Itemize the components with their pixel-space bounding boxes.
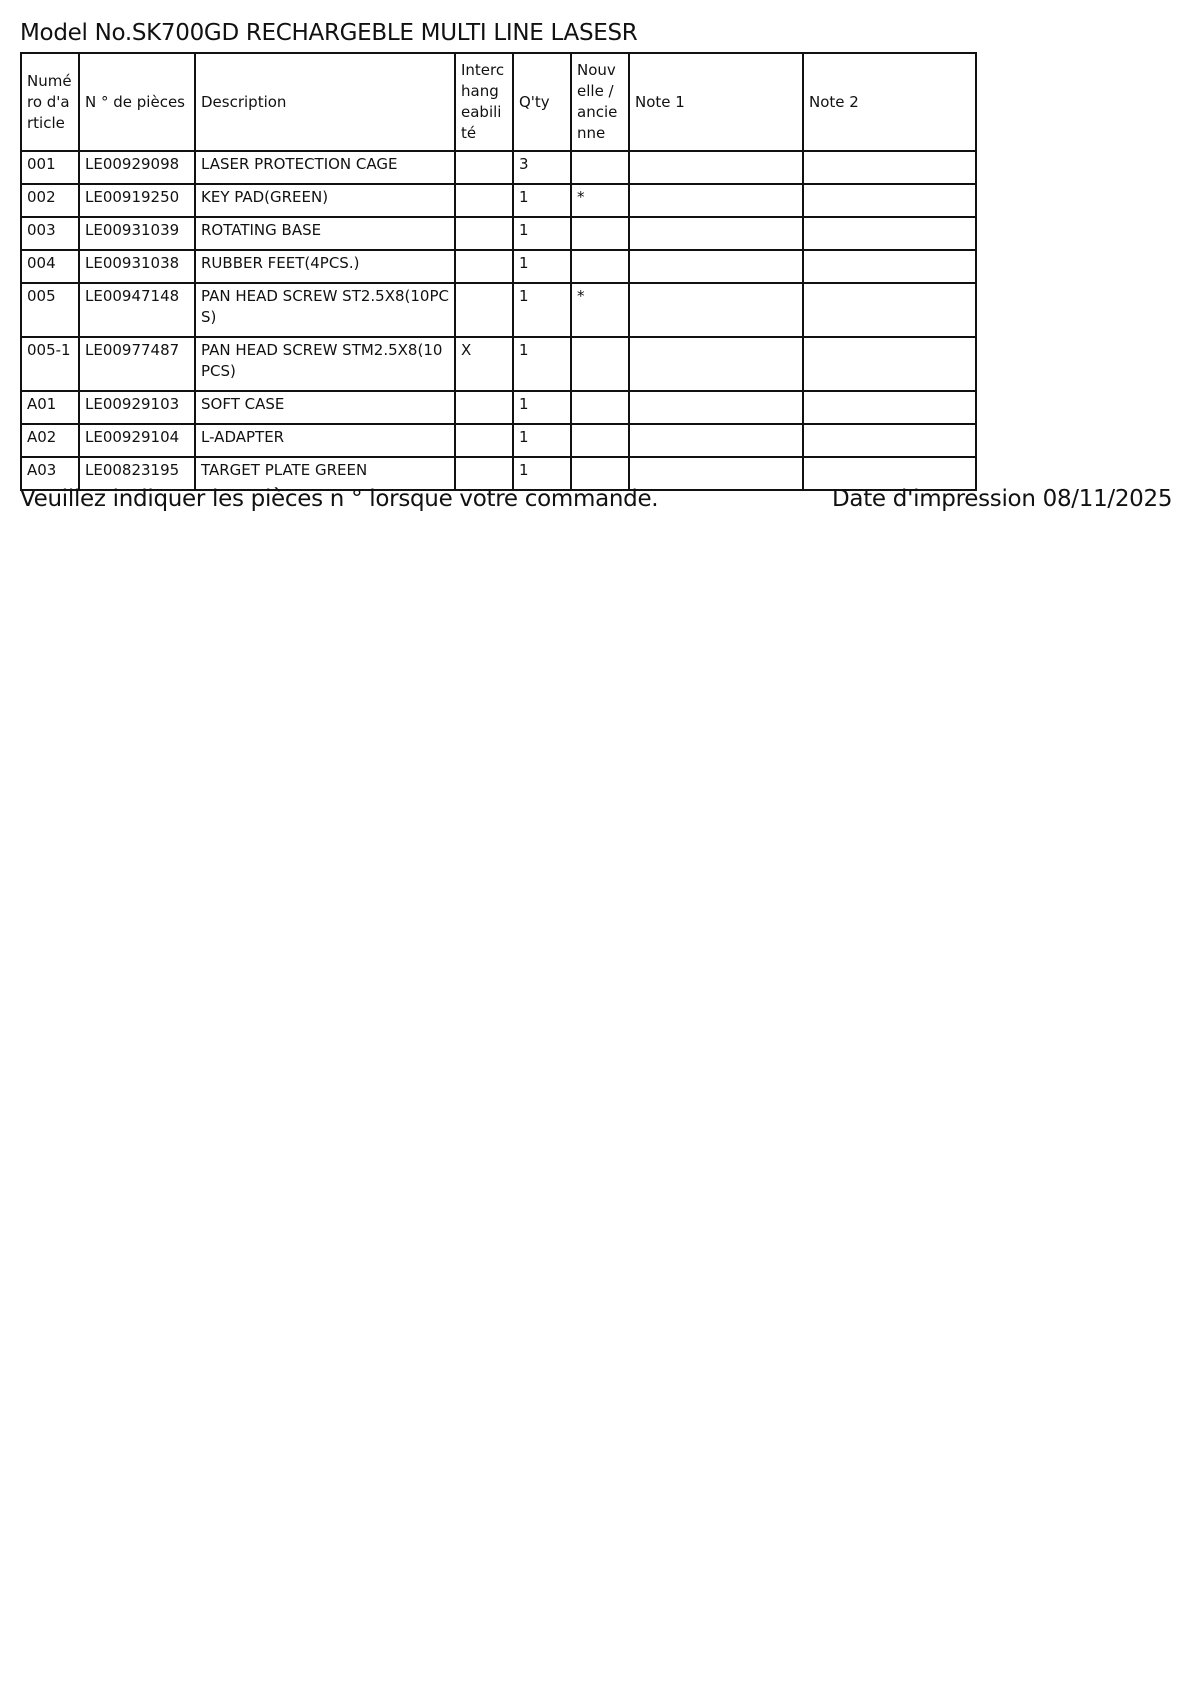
cell-description: PAN HEAD SCREW ST2.5X8(10PCS) bbox=[195, 283, 455, 337]
table-row bbox=[21, 184, 976, 217]
cell-note-2 bbox=[803, 391, 976, 424]
cell-note-1 bbox=[629, 424, 803, 457]
cell-part-number: LE00931038 bbox=[79, 250, 195, 283]
cell-note-1 bbox=[629, 151, 803, 184]
cell-quantity: 1 bbox=[513, 184, 571, 217]
table-row bbox=[21, 424, 976, 457]
cell-item: 003 bbox=[21, 217, 79, 250]
cell-note-1 bbox=[629, 217, 803, 250]
header-part-number: N ° de pièces bbox=[79, 53, 195, 151]
cell-note-2 bbox=[803, 184, 976, 217]
cell-interchange bbox=[455, 250, 513, 283]
cell-new-old bbox=[571, 337, 629, 391]
cell-description: PAN HEAD SCREW STM2.5X8(10PCS) bbox=[195, 337, 455, 391]
cell-description: LASER PROTECTION CAGE bbox=[195, 151, 455, 184]
cell-note-2 bbox=[803, 424, 976, 457]
cell-part-number: LE00977487 bbox=[79, 337, 195, 391]
cell-note-1 bbox=[629, 337, 803, 391]
cell-interchange bbox=[455, 151, 513, 184]
document-title: Model No.SK700GD RECHARGEBLE MULTI LINE LASESR bbox=[20, 20, 638, 46]
cell-part-number: LE00947148 bbox=[79, 283, 195, 337]
cell-interchange bbox=[455, 217, 513, 250]
cell-quantity: 1 bbox=[513, 250, 571, 283]
order-instruction: Veuillez indiquer les pièces n ° lorsque votre commande. bbox=[20, 486, 659, 512]
table-row bbox=[21, 391, 976, 424]
table-row bbox=[21, 151, 976, 184]
cell-interchange bbox=[455, 184, 513, 217]
cell-part-number: LE00929103 bbox=[79, 391, 195, 424]
cell-quantity: 1 bbox=[513, 391, 571, 424]
cell-item: A01 bbox=[21, 391, 79, 424]
cell-item: 004 bbox=[21, 250, 79, 283]
cell-description: RUBBER FEET(4PCS.) bbox=[195, 250, 455, 283]
table-row bbox=[21, 283, 976, 337]
cell-item: 002 bbox=[21, 184, 79, 217]
table-header-row bbox=[21, 53, 976, 151]
cell-part-number: LE00929104 bbox=[79, 424, 195, 457]
header-quantity: Q'ty bbox=[513, 53, 571, 151]
header-new-old: Nouvelle / ancienne bbox=[571, 53, 629, 151]
cell-new-old: * bbox=[571, 184, 629, 217]
cell-note-1 bbox=[629, 391, 803, 424]
table-row bbox=[21, 337, 976, 391]
cell-new-old bbox=[571, 151, 629, 184]
cell-note-1 bbox=[629, 283, 803, 337]
cell-description: ROTATING BASE bbox=[195, 217, 455, 250]
cell-interchange bbox=[455, 391, 513, 424]
cell-note-1 bbox=[629, 250, 803, 283]
cell-note-2 bbox=[803, 151, 976, 184]
cell-interchange bbox=[455, 424, 513, 457]
cell-interchange bbox=[455, 283, 513, 337]
cell-description: L-ADAPTER bbox=[195, 424, 455, 457]
cell-note-1 bbox=[629, 184, 803, 217]
cell-quantity: 1 bbox=[513, 457, 571, 490]
cell-note-2 bbox=[803, 337, 976, 391]
cell-new-old bbox=[571, 250, 629, 283]
cell-quantity: 3 bbox=[513, 151, 571, 184]
cell-quantity: 1 bbox=[513, 283, 571, 337]
cell-description: KEY PAD(GREEN) bbox=[195, 184, 455, 217]
cell-interchange: X bbox=[455, 337, 513, 391]
table-row bbox=[21, 250, 976, 283]
header-note-1: Note 1 bbox=[629, 53, 803, 151]
cell-part-number: LE00929098 bbox=[79, 151, 195, 184]
parts-table bbox=[20, 52, 977, 491]
cell-description: SOFT CASE bbox=[195, 391, 455, 424]
cell-item: A03 bbox=[21, 457, 79, 490]
header-interchangeability: Interchangeabilité bbox=[455, 53, 513, 151]
cell-item: 001 bbox=[21, 151, 79, 184]
cell-quantity: 1 bbox=[513, 217, 571, 250]
cell-note-2 bbox=[803, 217, 976, 250]
header-description: Description bbox=[195, 53, 455, 151]
cell-new-old bbox=[571, 391, 629, 424]
cell-description: TARGET PLATE GREEN bbox=[195, 457, 455, 490]
header-item-number: Numéro d'article bbox=[21, 53, 79, 151]
cell-note-2 bbox=[803, 250, 976, 283]
cell-item: 005 bbox=[21, 283, 79, 337]
print-date: Date d'impression 08/11/2025 bbox=[832, 486, 1173, 512]
cell-part-number: LE00931039 bbox=[79, 217, 195, 250]
cell-quantity: 1 bbox=[513, 424, 571, 457]
cell-quantity: 1 bbox=[513, 337, 571, 391]
cell-item: A02 bbox=[21, 424, 79, 457]
cell-new-old: * bbox=[571, 283, 629, 337]
cell-new-old bbox=[571, 424, 629, 457]
cell-item: 005-1 bbox=[21, 337, 79, 391]
cell-part-number: LE00823195 bbox=[79, 457, 195, 490]
table-row bbox=[21, 217, 976, 250]
cell-new-old bbox=[571, 217, 629, 250]
cell-part-number: LE00919250 bbox=[79, 184, 195, 217]
cell-note-2 bbox=[803, 283, 976, 337]
header-note-2: Note 2 bbox=[803, 53, 976, 151]
